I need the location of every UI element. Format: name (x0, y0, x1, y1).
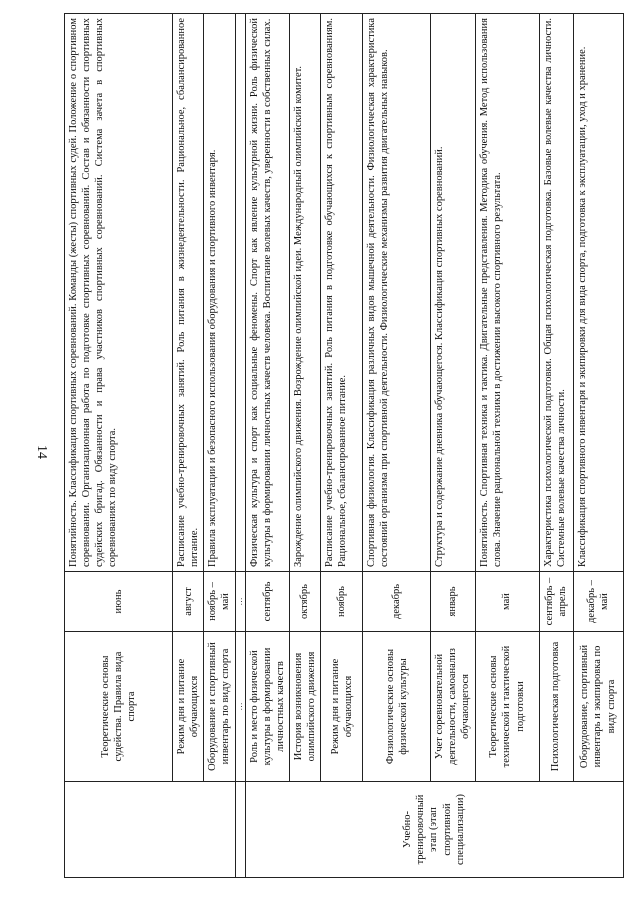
content-cell: Правила эксплуатации и безопасного использования оборудования и спортивного инвентаря. (204, 14, 235, 572)
month-cell: сентябрь (245, 572, 289, 632)
table-row (573, 14, 623, 878)
month-cell: июнь (65, 572, 173, 632)
month-cell: ноябрь – май (204, 572, 235, 632)
month-cell: август (173, 572, 204, 632)
table-row (173, 14, 204, 878)
separator-cell (235, 782, 245, 878)
content-cell: Зарождение олимпийского движения. Возрождение олимпийской идеи. Международный олимпийский комитет. (289, 14, 320, 572)
topic-cell: История возникновения олимпийского движения (289, 632, 320, 782)
table-row (475, 14, 539, 878)
topic-cell: Режим дня и питание обучающихся (321, 632, 363, 782)
month-cell: … (235, 572, 245, 632)
table-row (245, 14, 289, 878)
table-row (431, 14, 475, 878)
curriculum-table (64, 13, 624, 878)
page-number: 14 (34, 445, 49, 459)
month-cell: сентябрь – апрель (539, 572, 573, 632)
separator-row (235, 14, 245, 878)
month-cell: декабрь – май (573, 572, 623, 632)
table-row (321, 14, 363, 878)
month-cell: октябрь (289, 572, 320, 632)
content-cell: Спортивная физиология. Классификация различных видов мышечной деятельности. Физиологическая характеристика состояний организма при спортивной деятельности. Физиологические механизмы развития двигательных навыков. (363, 14, 431, 572)
content-cell: Физическая культура и спорт как социальные феномены. Спорт как явление культурной жизни. Роль физической культуры в формировании личностных качеств человека. Воспитание волевых качеств, уверенности в собственных силах. (245, 14, 289, 572)
table-row (539, 14, 573, 878)
table-row (65, 14, 173, 878)
month-cell: декабрь (363, 572, 431, 632)
stage-cell-top (65, 782, 236, 878)
topic-cell: Оборудование, спортивный инвентарь и экипировка по виду спорта (573, 632, 623, 782)
content-cell: Понятийность. Классификация спортивных соревнований. Команды (жесты) спортивных судей. Положение о спортивном соревновании. Организационная работа по подготовке спортивных соревнований. Состав и обязанности спортивных судейских бригад. Обязанности и права участников спортивных соревнований. Система зачета в спортивных соревнованиях по виду спорта. (65, 14, 173, 572)
month-cell: январь (431, 572, 475, 632)
topic-cell: Роль и место физической культуры в формировании личностных качеств (245, 632, 289, 782)
table-row (363, 14, 431, 878)
topic-cell: Психологическая подготовка (539, 632, 573, 782)
month-cell: ноябрь (321, 572, 363, 632)
content-cell: Классификация спортивного инвентаря и экипировки для вида спорта, подготовка к эксплуатации, уход и хранение. (573, 14, 623, 572)
table-row (204, 14, 235, 878)
content-cell: Расписание учебно-тренировочных занятий. Роль питания в подготовке обучающихся к спортивным соревнованиям. Рациональное, сбалансированное питание. (321, 14, 363, 572)
stage-label: Учебно-тренировочный этап (этап спортивной специализации) (245, 782, 623, 878)
content-cell: Расписание учебно-тренировочных занятий. Роль питания в жизнедеятельности. Рациональное, сбалансированное питание. (173, 14, 204, 572)
topic-cell: Оборудование и спортивный инвентарь по виду спорта (204, 632, 235, 782)
topic-cell: Теоретические основы судейства. Правила вида спорта (65, 632, 173, 782)
month-cell: май (475, 572, 539, 632)
content-cell (235, 14, 245, 572)
topic-cell: Учет соревновательной деятельности, самоанализ обучающегося (431, 632, 475, 782)
rotated-table-container (64, 14, 620, 878)
topic-cell: Режим дня и питание обучающихся (173, 632, 204, 782)
table-row (289, 14, 320, 878)
content-cell: Характеристика психологической подготовки. Общая психологическая подготовка. Базовые волевые качества личности. Системные волевые качества личности. (539, 14, 573, 572)
topic-cell: Теоретические основы технической и тактической подготовки (475, 632, 539, 782)
content-cell: Структура и содержание дневника обучающегося. Классификация спортивных соревнований. (431, 14, 475, 572)
topic-cell: Физиологические основы физической культуры (363, 632, 431, 782)
content-cell: Понятийность. Спортивная техника и тактика. Двигательные представления. Методика обучения. Метод использования слова. Значение рациональной техники в достижении высокого спортивного результата. (475, 14, 539, 572)
topic-cell: … (235, 632, 245, 782)
